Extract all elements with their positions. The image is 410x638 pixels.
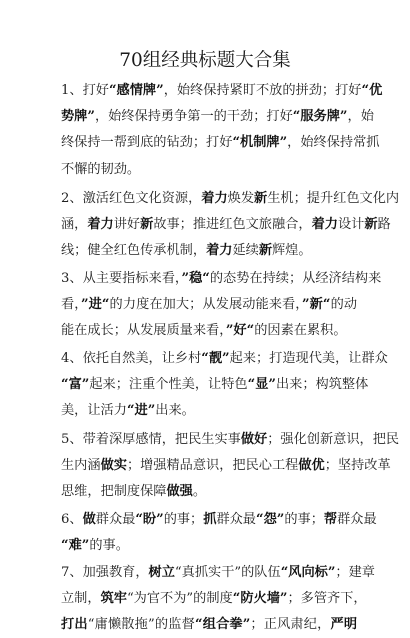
text-segment: 群众最 bbox=[216, 512, 256, 527]
text-segment: 的事； bbox=[284, 512, 324, 527]
bold-phrase: “难” bbox=[61, 538, 90, 553]
text-segment: 涵， bbox=[61, 217, 88, 232]
text-segment: 的因素在累积。 bbox=[254, 323, 347, 338]
bold-phrase: ”稳“ bbox=[181, 271, 210, 286]
text-segment: 的动 bbox=[330, 297, 358, 312]
bold-phrase: ”好“ bbox=[225, 323, 255, 338]
bold-phrase: “富” bbox=[61, 377, 90, 392]
bold-phrase: 着力 bbox=[311, 217, 338, 232]
text-segment: 看， bbox=[61, 297, 81, 312]
text-segment: ，始终保持勇争第一的干劲；打好 bbox=[94, 109, 293, 124]
bold-phrase: “防火墙” bbox=[232, 591, 288, 606]
bold-phrase: 势牌” bbox=[61, 109, 95, 124]
text-segment: 故事；推进红色文旅融合， bbox=[153, 217, 312, 232]
text-segment: 3、从主要指标来看， bbox=[61, 271, 182, 286]
bold-phrase: 做强 bbox=[166, 484, 193, 499]
bold-phrase: 做好 bbox=[240, 432, 268, 447]
bold-phrase: 做 bbox=[82, 512, 96, 527]
text-segment: 1、打好 bbox=[61, 83, 109, 98]
text-segment: ；增强精品意识，把民心工程 bbox=[126, 458, 299, 473]
document-title: 70组经典标题大合集 bbox=[119, 50, 291, 71]
text-line bbox=[61, 238, 357, 264]
text-segment: 焕发 bbox=[227, 191, 255, 206]
text-segment: 延续 bbox=[232, 243, 259, 258]
text-segment: “庸懒散拖”的监督 bbox=[87, 617, 195, 632]
bold-phrase: 做实 bbox=[100, 458, 127, 473]
text-segment: 终保持一帮到底的钻劲；打好 bbox=[61, 135, 233, 150]
bold-phrase: “服务牌” bbox=[292, 109, 348, 124]
text-line bbox=[61, 453, 391, 479]
bold-phrase: 打出 bbox=[61, 617, 88, 632]
text-line bbox=[61, 479, 357, 505]
text-segment: ；正风肃纪， bbox=[250, 617, 331, 632]
text-segment: ，始终保持常抓 bbox=[287, 135, 380, 150]
text-segment: “真抓实干”的队伍 bbox=[174, 565, 281, 580]
text-segment: 立制， bbox=[61, 591, 101, 606]
text-line bbox=[61, 372, 369, 398]
bold-phrase: “进” bbox=[126, 403, 156, 418]
text-segment: ，始 bbox=[347, 109, 374, 124]
bold-phrase: “机制牌” bbox=[232, 135, 288, 150]
text-segment: 的力度在加大；从发展动能来看， bbox=[109, 297, 302, 312]
text-segment: 出来；构筑整体 bbox=[275, 377, 369, 392]
bold-phrase: 着力 bbox=[87, 217, 114, 232]
text-segment: 出来。 bbox=[155, 403, 195, 418]
text-segment: 思维，把制度保障 bbox=[61, 484, 167, 499]
text-segment: 2、激活红色文化资源， bbox=[61, 191, 202, 206]
text-segment: 。 bbox=[192, 484, 207, 499]
bold-phrase: ”新“ bbox=[301, 297, 331, 312]
bold-phrase: “盼” bbox=[135, 512, 164, 527]
bold-phrase: 着力 bbox=[201, 191, 228, 206]
bold-phrase: 新 bbox=[254, 191, 268, 206]
text-segment: ，始终保持紧盯不放的拼劲；打好 bbox=[163, 83, 362, 98]
bold-phrase: 新 bbox=[258, 243, 272, 258]
text-segment: 不懈的韧劲。 bbox=[61, 162, 141, 177]
text-segment: 设计 bbox=[337, 217, 365, 232]
text-segment: 生内涵 bbox=[61, 458, 101, 473]
text-segment: ；坚持改革 bbox=[324, 458, 391, 473]
text-segment: 能在成长；从发展质量来看， bbox=[61, 323, 226, 338]
text-segment: 辉煌。 bbox=[272, 243, 312, 258]
text-line bbox=[61, 507, 377, 533]
text-line bbox=[61, 612, 357, 638]
text-segment: 起来；注重个性美，让特色 bbox=[89, 377, 248, 392]
bold-phrase: 抓 bbox=[203, 512, 217, 527]
text-line bbox=[61, 78, 383, 104]
text-segment: 群众最 bbox=[95, 512, 136, 527]
bold-phrase: 着力 bbox=[206, 243, 233, 258]
bold-phrase: ”进“ bbox=[80, 297, 110, 312]
text-segment: 生机；提升红色文化内 bbox=[267, 191, 400, 206]
text-line bbox=[61, 104, 374, 130]
text-line bbox=[61, 186, 400, 212]
text-segment: “为官不为”的制度 bbox=[126, 591, 233, 606]
text-line bbox=[61, 427, 400, 453]
bold-phrase: 树立 bbox=[148, 565, 175, 580]
text-line bbox=[61, 130, 380, 156]
text-segment: 讲好 bbox=[113, 217, 141, 232]
bold-phrase: “感情牌” bbox=[108, 83, 164, 98]
text-line bbox=[61, 586, 367, 612]
bold-phrase: 筑牢 bbox=[100, 591, 127, 606]
bold-phrase: “风向标” bbox=[280, 565, 336, 580]
text-segment: 的态势在持续；从经济结构来 bbox=[209, 271, 382, 286]
bold-phrase: 新 bbox=[364, 217, 378, 232]
text-segment: 的事； bbox=[163, 512, 204, 527]
text-line bbox=[61, 398, 357, 424]
text-line bbox=[61, 157, 357, 183]
text-segment: 美，让活力 bbox=[61, 403, 127, 418]
text-segment: 7、加强教育， bbox=[61, 565, 149, 580]
text-segment: 4、依托自然美，让乡村 bbox=[61, 351, 202, 366]
bold-phrase: “显” bbox=[247, 377, 276, 392]
text-line bbox=[61, 346, 388, 372]
bold-phrase: “怨” bbox=[256, 512, 285, 527]
text-line bbox=[61, 318, 357, 344]
bold-phrase: 帮 bbox=[323, 512, 338, 527]
text-segment: ；多管齐下， bbox=[287, 591, 367, 606]
text-segment: 起来；打造现代美，让群众 bbox=[229, 351, 388, 366]
text-segment: 5、带着深厚感情，把民生实事 bbox=[61, 432, 241, 447]
text-segment: ；建章 bbox=[335, 565, 375, 580]
bold-phrase: “组合拳” bbox=[194, 617, 251, 632]
text-segment: 的事。 bbox=[89, 538, 129, 553]
text-line bbox=[61, 292, 357, 318]
bold-phrase: 新 bbox=[140, 217, 154, 232]
text-line bbox=[61, 533, 357, 559]
bold-phrase: 做优 bbox=[298, 458, 325, 473]
bold-phrase: 严明 bbox=[330, 617, 358, 632]
text-line bbox=[61, 560, 375, 586]
text-segment: ；强化创新意识，把民 bbox=[267, 432, 400, 447]
text-segment: 6、 bbox=[61, 512, 83, 527]
text-line bbox=[61, 266, 382, 292]
bold-phrase: “靓” bbox=[201, 351, 230, 366]
text-segment: 线；健全红色传承机制， bbox=[61, 243, 207, 258]
text-line bbox=[61, 212, 391, 238]
bold-phrase: “优 bbox=[361, 83, 383, 98]
text-segment: 路 bbox=[377, 217, 391, 232]
text-segment: 群众最 bbox=[337, 512, 377, 527]
